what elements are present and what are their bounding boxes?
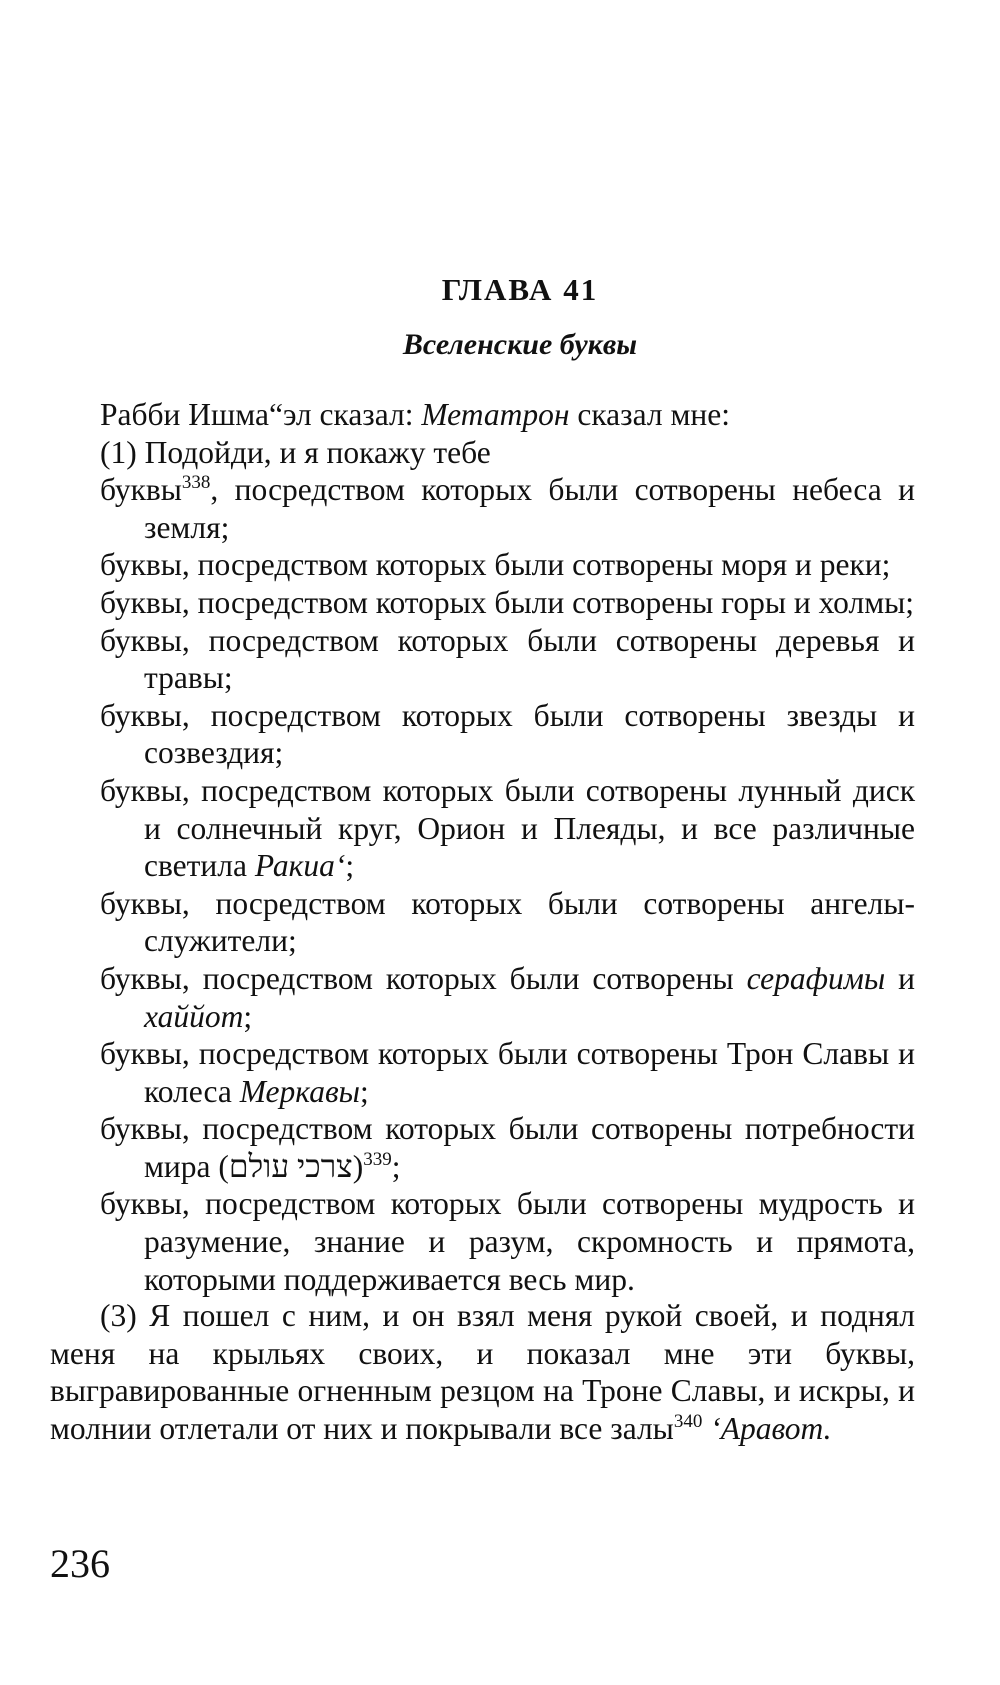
letters-entry-11: буквы, посредством которых были сотворены мудрость и разумение, знание и разум, скромность и прямота, которыми поддерживается весь мир. xyxy=(100,1186,915,1297)
entry-text: буквы xyxy=(100,472,182,508)
intro-line xyxy=(100,396,915,434)
letters-entry-4: буквы, посредством которых были сотворены деревья и травы; xyxy=(100,622,915,696)
paragraph-text: (3) Я пошел с ним, и он взял меня рукой своей, и поднял меня на крыльях своих, и показал мне эти буквы, выгравированные огненным резцом на Троне Славы, и искры, и молнии отлетали от них и покрывали все залы xyxy=(50,1298,915,1446)
merkava-term: Меркавы xyxy=(239,1073,360,1109)
letters-entry-6 xyxy=(100,772,915,885)
chapter-title: ГЛАВА 41 xyxy=(441,272,599,307)
footnote-ref-340: 340 xyxy=(673,1410,703,1432)
point-3-paragraph xyxy=(50,1297,915,1447)
entry-text: буквы, посредством которых были сотворены Трон Славы и колеса xyxy=(100,1036,915,1109)
letters-entry-9 xyxy=(100,1035,915,1110)
entry-text: , посредством которых были сотворены небеса и земля; xyxy=(144,472,915,545)
letters-entry-5: буквы, посредством которых были сотворены звезды и созвездия; xyxy=(100,697,915,771)
footnote-ref-339: 339 xyxy=(363,1148,392,1170)
entry-text: буквы, посредством которых были сотворены лунный диск и солнечный круг, Орион и Плеяды, и все различные светила xyxy=(100,772,915,884)
hebrew-phrase: צרכי עולם xyxy=(228,1148,353,1184)
seraphim-term: серафимы xyxy=(746,960,886,996)
entry-text: ) xyxy=(352,1148,364,1184)
chapter-subtitle: Вселенские буквы xyxy=(402,328,638,361)
hayyot-term: хаййот xyxy=(144,998,244,1034)
page-number: 236 xyxy=(50,1541,110,1586)
letters-entry-10 xyxy=(100,1110,915,1185)
point-1: (1) Подойди, и я покажу тебе xyxy=(100,434,491,470)
metatron-name: Метатрон xyxy=(421,397,570,432)
letters-entry-7: буквы, посредством которых были сотворены ангелы-служители; xyxy=(100,885,915,959)
letters-entry-1 xyxy=(100,471,915,546)
chapter-body xyxy=(100,396,915,1298)
intro-text-end: сказал мне: xyxy=(569,397,730,432)
aravot-term: ‘Аравот. xyxy=(710,1410,832,1446)
letters-entry-2: буквы, посредством которых были сотворены моря и реки; xyxy=(100,547,891,583)
entry-text-end: ; xyxy=(391,1148,401,1184)
intro-text: Рабби Ишма“эл сказал: xyxy=(100,397,422,432)
letters-entry-8 xyxy=(100,960,915,1035)
entry-text-end: ; xyxy=(243,998,253,1034)
rakia-term: Ракиа‘ xyxy=(254,848,346,884)
entry-text: буквы, посредством которых были сотворены xyxy=(100,960,747,996)
entry-text-end: ; xyxy=(345,848,355,884)
entry-text-end: ; xyxy=(359,1073,369,1109)
entry-text: буквы, посредством которых были сотворены потребности мира ( xyxy=(100,1111,915,1184)
footnote-ref-338: 338 xyxy=(181,472,211,494)
letters-entry-3: буквы, посредством которых были сотворены горы и холмы; xyxy=(100,584,915,620)
entry-text: и xyxy=(885,960,915,996)
